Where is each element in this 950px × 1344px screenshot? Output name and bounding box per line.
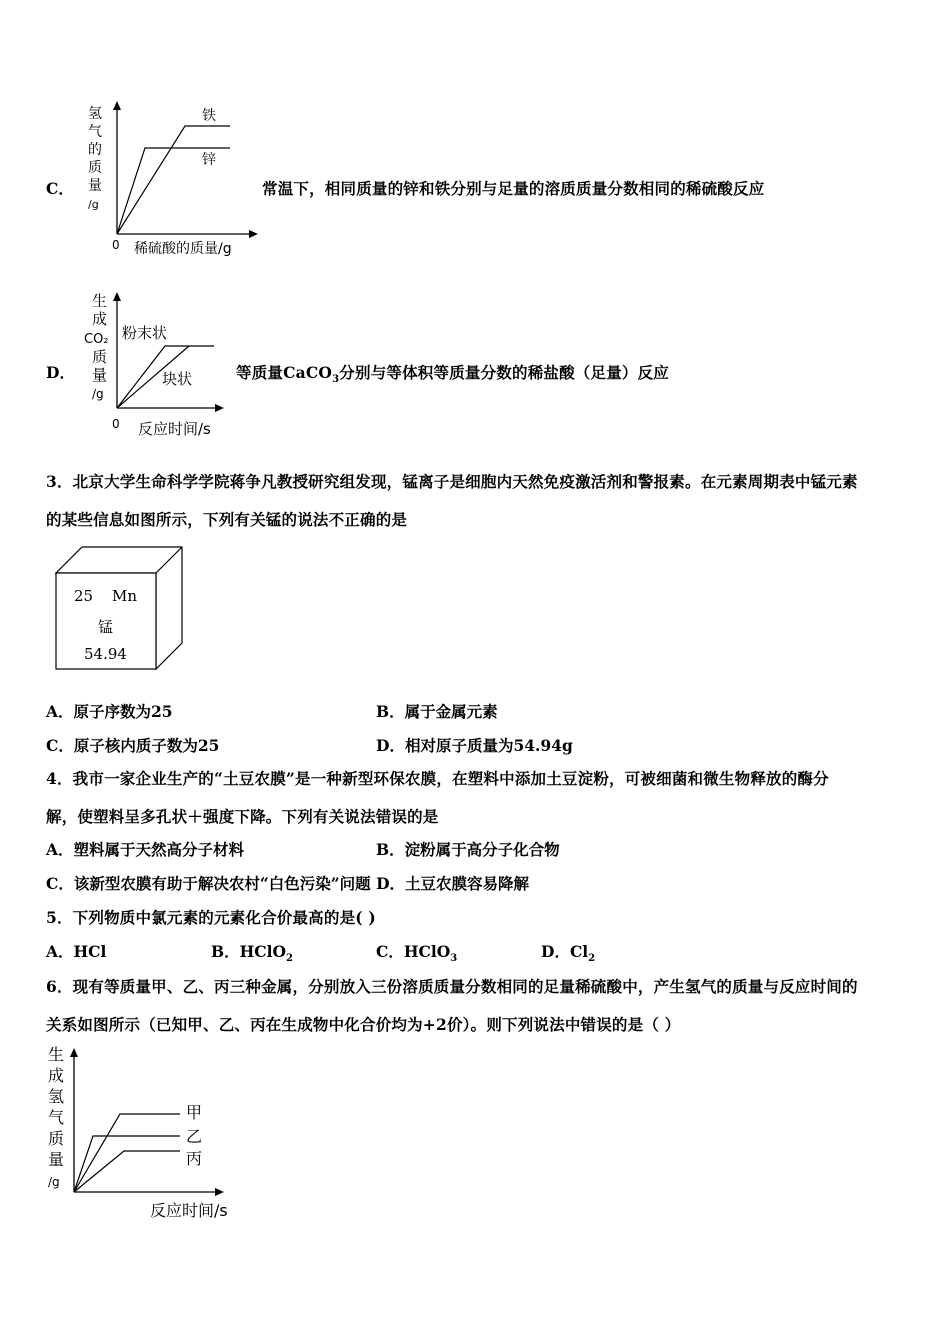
q5-option-c: C．HClO$_3$ bbox=[376, 942, 458, 965]
q5-option-d: D．$Cl_2$ bbox=[541, 942, 596, 965]
c-y-label-5: /g bbox=[88, 198, 99, 211]
element-mass: 54.94 bbox=[84, 645, 127, 663]
element-name: 锰 bbox=[98, 618, 114, 636]
q5-line1: 5．下列物质中氯元素的元素化合价最高的是( ) bbox=[46, 908, 376, 927]
q3-option-b: B．属于金属元素 bbox=[376, 702, 498, 721]
iron-line bbox=[117, 126, 230, 234]
d-lump-label: 块状 bbox=[162, 370, 193, 388]
q4-option-b: B．淀粉属于高分子化合物 bbox=[376, 840, 560, 859]
q6-yi-label: 乙 bbox=[186, 1127, 203, 1146]
q3-option-d: D．相对原子质量为54.94g bbox=[376, 736, 573, 755]
q6-y-label-4: 质 bbox=[48, 1129, 65, 1148]
d-y-label-1: 成 bbox=[92, 310, 108, 328]
d-powder-label: 粉末状 bbox=[122, 324, 168, 342]
c-x-label: 稀硫酸的质量/g bbox=[134, 241, 232, 257]
q6-graph bbox=[40, 1040, 240, 1226]
q6-line1: 6．现有等质量甲、乙、丙三种金属，分别放入三份溶质质量分数相同的足量稀硫酸中，产生氢气的质量与反应时间的 bbox=[46, 977, 858, 996]
option-c-graph bbox=[82, 96, 272, 266]
q6-y-label-0: 生 bbox=[48, 1045, 65, 1064]
q3-line2: 的某些信息如图所示，下列有关锰的说法不正确的是 bbox=[46, 510, 408, 529]
d-y-label-2: CO₂ bbox=[84, 332, 109, 347]
manganese-element-card bbox=[52, 543, 188, 675]
q4-option-a: A．塑料属于天然高分子材料 bbox=[46, 840, 245, 859]
option-d-graph bbox=[82, 286, 242, 442]
d-y-label-0: 生 bbox=[92, 292, 108, 310]
q6-line2: 关系如图所示（已知甲、乙、丙在生成物中化合价均为+2价）。则下列说法中错误的是（ ） bbox=[46, 1015, 681, 1034]
bing-line bbox=[74, 1151, 180, 1192]
d-x-label: 反应时间/s bbox=[138, 420, 211, 438]
c-y-label-2: 的 bbox=[88, 142, 102, 158]
c-y-label-4: 量 bbox=[88, 178, 102, 194]
d-origin: 0 bbox=[112, 417, 120, 431]
element-symbol: Mn bbox=[112, 587, 138, 605]
q6-jia-label: 甲 bbox=[186, 1103, 203, 1122]
d-y-label-5: /g bbox=[92, 387, 104, 401]
q6-y-label-2: 氢 bbox=[48, 1087, 65, 1106]
c-y-label-3: 质 bbox=[88, 160, 102, 176]
option-c-letter: C． bbox=[46, 179, 74, 198]
c-y-label-0: 氢 bbox=[88, 106, 102, 122]
option-c-text: 常温下，相同质量的锌和铁分别与足量的溶质质量分数相同的稀硫酸反应 bbox=[262, 179, 765, 198]
q4-line1: 4．我市一家企业生产的“土豆农膜”是一种新型环保农膜，在塑料中添加土豆淀粉，可被细菌和微生物释放的酶分 bbox=[46, 769, 829, 788]
q6-y-label-5: 量 bbox=[48, 1150, 65, 1169]
q5-option-b: B．HClO$_2$ bbox=[211, 942, 293, 965]
q6-y-label-1: 成 bbox=[48, 1066, 65, 1085]
q4-option-cd: C．该新型农膜有助于解决农村“白色污染”问题 D．土豆农膜容易降解 bbox=[46, 874, 530, 893]
q3-option-a: A．原子序数为25 bbox=[46, 702, 173, 721]
q4-line2: 解，使塑料呈多孔状＋强度下降。下列有关说法错误的是 bbox=[46, 807, 439, 826]
c-zinc-label: 锌 bbox=[202, 152, 216, 168]
d-y-label-3: 质 bbox=[92, 348, 108, 366]
q3-line1: 3．北京大学生命科学学院蒋争凡教授研究组发现，锰离子是细胞内天然免疫激活剂和警报素。在元素周期表中锰元素 bbox=[46, 472, 858, 491]
q6-y-label-3: 气 bbox=[48, 1108, 65, 1127]
element-number: 25 bbox=[74, 587, 94, 605]
c-origin: 0 bbox=[112, 238, 120, 252]
c-iron-label: 铁 bbox=[202, 108, 216, 124]
q5-option-a: A．HCl bbox=[46, 942, 107, 961]
option-d-letter: D． bbox=[46, 363, 75, 382]
q3-option-c: C．原子核内质子数为25 bbox=[46, 736, 220, 755]
c-y-label-1: 气 bbox=[88, 124, 102, 140]
q6-x-label: 反应时间/s bbox=[150, 1201, 228, 1220]
q6-bing-label: 丙 bbox=[186, 1149, 203, 1168]
d-y-label-4: 量 bbox=[92, 366, 108, 384]
option-d-text: 等质量CaCO$_3$分别与等体积等质量分数的稀盐酸（足量）反应 bbox=[236, 363, 669, 386]
q6-y-label-6: /g bbox=[48, 1175, 60, 1189]
jia-line bbox=[74, 1114, 180, 1192]
